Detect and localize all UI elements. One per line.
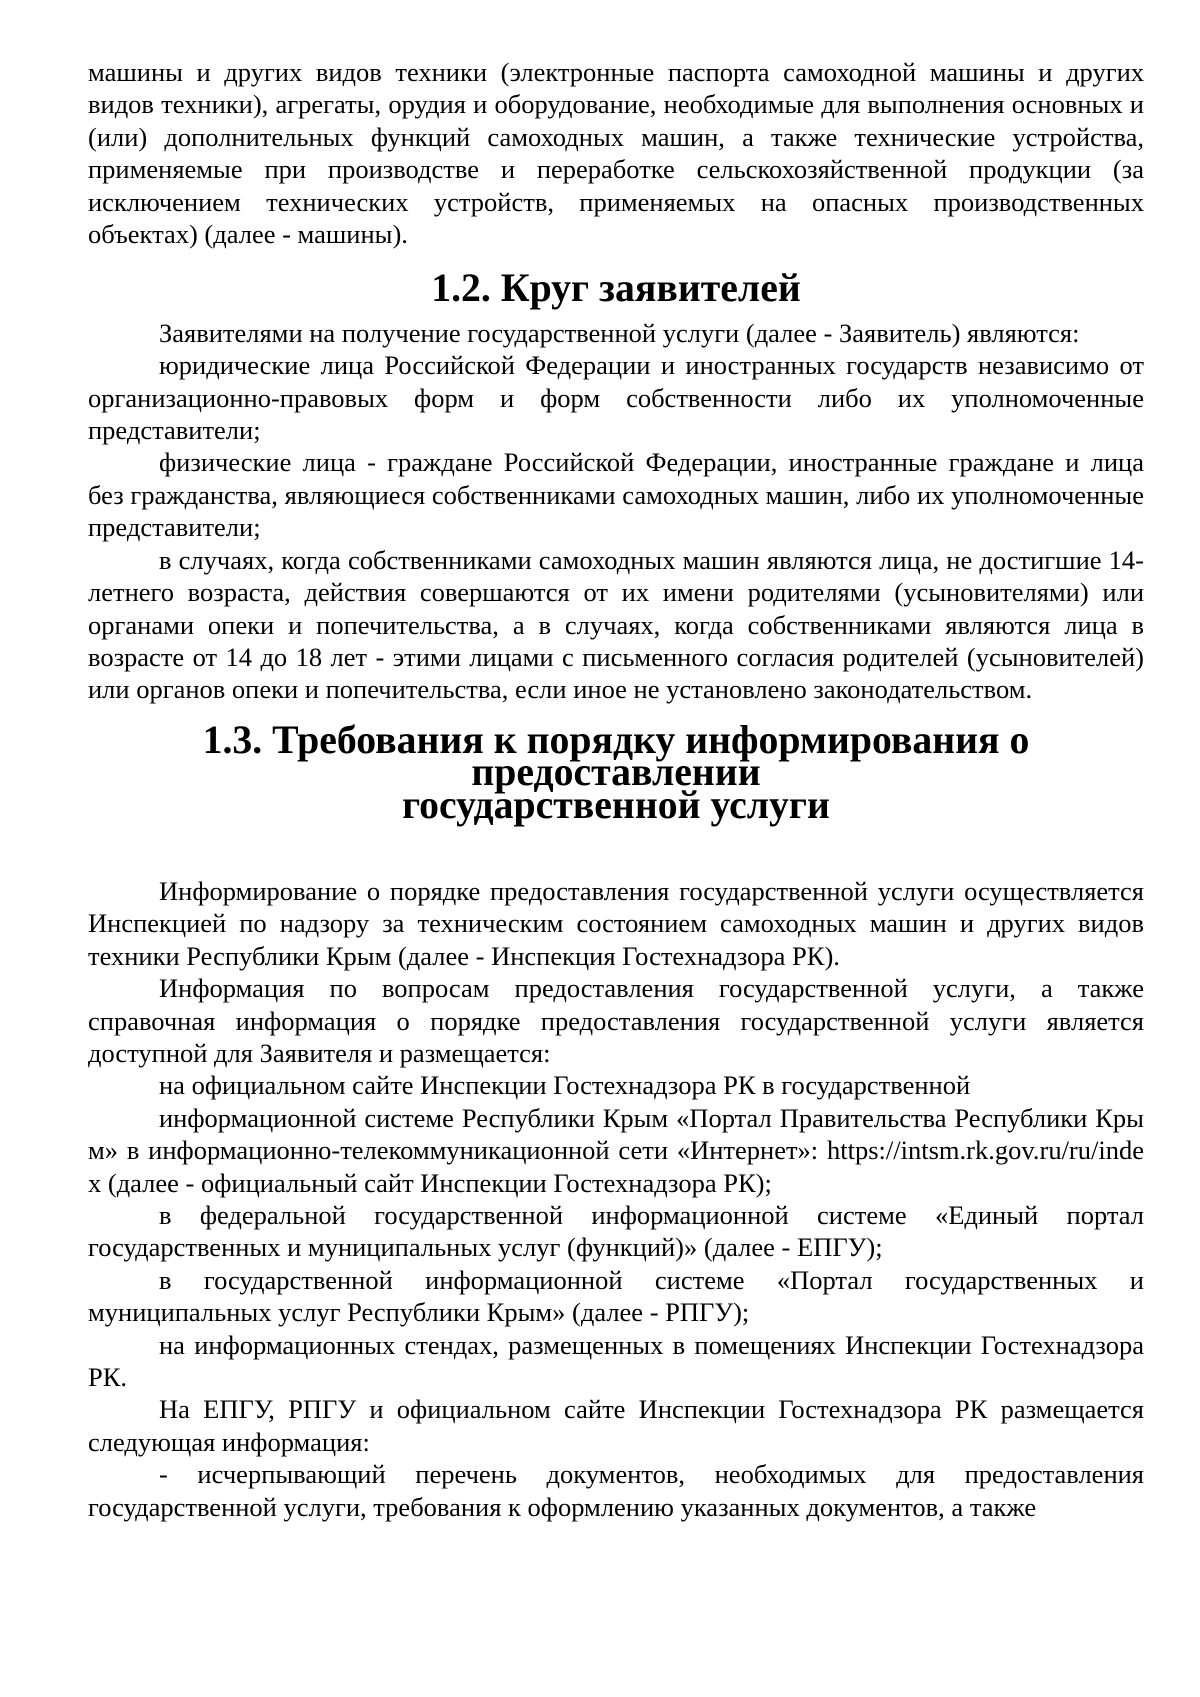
paragraph-portal-internet: информационной системе Республики Крым «Портал Правительства Республики Крым» в информационно-телекоммуникационной сети «Интернет»: https://intsm.rk.gov.ru/ru/index (далее - официальный сайт Инспекции Гостехнадзора РК);	[88, 1102, 1144, 1198]
paragraph-documents-list: - исчерпывающий перечень документов, необходимых для предоставления государственной услуги, требования к оформлению указанных документов, а также	[88, 1459, 1144, 1522]
paragraph-informing: Информирование о порядке предоставления государственной услуги осуществляется Инспекцией по надзору за техническим состоянием самоходных машин и других видов техники Республики Крым (далее - Инспекция Гостехнадзора РК).	[88, 875, 1144, 971]
document-page	[88, 56, 1144, 1523]
paragraph-individuals: физические лица - граждане Российской Федерации, иностранные граждане и лица без гражданства, являющиеся собственниками самоходных машин, либо их уполномоченные представители;	[88, 447, 1144, 543]
section-heading-1-3-line1: 1.3. Требования к порядку информирования о предоставлении	[202, 717, 1030, 795]
paragraph-information-availability: Информация по вопросам предоставления государственной услуги, а также справочная информация о порядке предоставления государственной услуги является доступной для Заявителя и размещается:	[88, 973, 1144, 1068]
paragraph-legal-entities: юридические лица Российской Федерации и иностранных государств независимо от организационно-правовых форм и форм собственности либо их уполномоченные представители;	[88, 350, 1144, 446]
section-heading-1-3	[88, 717, 1144, 827]
paragraph-applicants-intro: Заявителями на получение государственной услуги (далее - Заявитель) являются:	[159, 317, 1080, 348]
paragraph-official-site: на официальном сайте Инспекции Гостехнадзора РК в государственной	[159, 1070, 971, 1101]
paragraph-epgu: в федеральной государственной информационной системе «Единый портал государственных и муниципальных услуг (функций)» (далее - ЕПГУ);	[88, 1200, 1144, 1263]
paragraph-info-stands: на информационных стендах, размещенных в помещениях Инспекции Гостехнадзора РК.	[88, 1329, 1144, 1393]
paragraph-published-info: На ЕПГУ, РПГУ и официальном сайте Инспекции Гостехнадзора РК размещается следующая информация:	[88, 1394, 1144, 1457]
paragraph-minors: в случаях, когда собственниками самоходных машин являются лица, не достигшие 14-летнего возраста, действия совершаются от их имени родителями (усыновителями) или органами опеки и попечительства, а в случаях, когда собственниками являются лица в возрасте от 14 до 18 лет - этими лицами с письменного согласия родителей (усыновителей) или органов опеки и попечительства, если иное не установлено законодательством.	[88, 544, 1144, 705]
paragraph-rpgu: в государственной информационной системе «Портал государственных и муниципальных услуг Республики Крым» (далее - РПГУ);	[88, 1264, 1144, 1328]
section-heading-1-3-line2: государственной услуги	[402, 782, 830, 827]
section-heading-1-2: 1.2. Круг заявителей	[431, 266, 801, 311]
intro-paragraph: машины и других видов техники (электронные паспорта самоходной машины и других видов техники), агрегаты, орудия и оборудование, необходимые для выполнения основных и (или) дополнительных функций самоходных машин, а также технические устройства, применяемые при производстве и переработке сельскохозяйственной продукции (за исключением технических устройств, применяемых на опасных производственных объектах) (далее - машины).	[88, 57, 1144, 250]
